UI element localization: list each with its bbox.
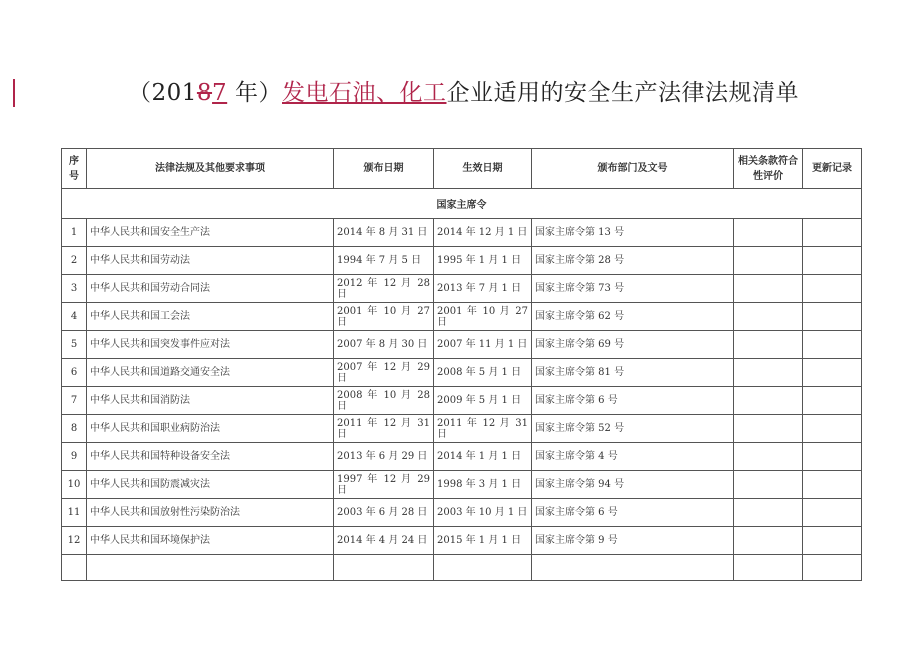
cell-effective: 1995 年 1 月 1 日 [434,247,532,275]
cell-name: 中华人民共和国放射性污染防治法 [87,499,334,527]
cell-issued: 2014 年 8 月 31 日 [334,219,434,247]
cell-issued: 2001 年 10 月 27 日 [334,303,434,331]
cell-dept: 国家主席令第 6 号 [532,387,734,415]
cell-seq: 1 [62,219,87,247]
group-row [62,189,862,219]
cell-issued: 1994 年 7 月 5 日 [334,247,434,275]
revision-margin-mark [13,79,15,107]
cell-update [803,499,862,527]
title-year-suffix: 年） [227,80,282,106]
empty-cell [334,555,434,581]
cell-effective: 2015 年 1 月 1 日 [434,527,532,555]
cell-effective: 2001 年 10 月 27 日 [434,303,532,331]
cell-update [803,387,862,415]
empty-cell [87,555,334,581]
cell-dept: 国家主席令第 73 号 [532,275,734,303]
cell-update [803,219,862,247]
table-row [62,275,862,303]
cell-name: 中华人民共和国安全生产法 [87,219,334,247]
cell-dept: 国家主席令第 62 号 [532,303,734,331]
cell-seq: 10 [62,471,87,499]
table-row [62,499,862,527]
table-row [62,415,862,443]
table-row [62,443,862,471]
empty-cell [803,555,862,581]
cell-name: 中华人民共和国消防法 [87,387,334,415]
empty-cell [734,555,803,581]
cell-effective: 2009 年 5 月 1 日 [434,387,532,415]
document-title [128,76,799,110]
cell-dept: 国家主席令第 52 号 [532,415,734,443]
cell-update [803,443,862,471]
cell-name: 中华人民共和国特种设备安全法 [87,443,334,471]
cell-compliance [734,359,803,387]
cell-dept: 国家主席令第 4 号 [532,443,734,471]
cell-name: 中华人民共和国防震减灾法 [87,471,334,499]
cell-update [803,359,862,387]
table-row [62,387,862,415]
cell-seq: 12 [62,527,87,555]
cell-seq: 9 [62,443,87,471]
cell-name: 中华人民共和国环境保护法 [87,527,334,555]
cell-dept: 国家主席令第 9 号 [532,527,734,555]
cell-issued: 2003 年 6 月 28 日 [334,499,434,527]
header-name: 法律法规及其他要求事项 [87,149,334,189]
cell-update [803,471,862,499]
empty-cell [532,555,734,581]
cell-name: 中华人民共和国突发事件应对法 [87,331,334,359]
cell-update [803,303,862,331]
header-dept: 颁布部门及文号 [532,149,734,189]
cell-effective: 2013 年 7 月 1 日 [434,275,532,303]
title-industry-revision: 发电石油、化工 [282,80,447,106]
cell-issued: 2007 年 12 月 29 日 [334,359,434,387]
title-rest: 企业适用的安全生产法律法规清单 [446,80,799,106]
header-seq: 序号 [62,149,87,189]
cell-name: 中华人民共和国劳动法 [87,247,334,275]
cell-update [803,331,862,359]
cell-issued: 2014 年 4 月 24 日 [334,527,434,555]
cell-dept: 国家主席令第 94 号 [532,471,734,499]
cell-effective: 2003 年 10 月 1 日 [434,499,532,527]
cell-issued: 2008 年 10 月 28 日 [334,387,434,415]
cell-effective: 2008 年 5 月 1 日 [434,359,532,387]
cell-seq: 7 [62,387,87,415]
table-row [62,359,862,387]
header-update: 更新记录 [803,149,862,189]
cell-compliance [734,443,803,471]
cell-compliance [734,303,803,331]
title-year-prefix: （201 [128,80,197,106]
header-issued: 颁布日期 [334,149,434,189]
cell-compliance [734,247,803,275]
cell-effective: 2011 年 12 月 31 日 [434,415,532,443]
cell-dept: 国家主席令第 28 号 [532,247,734,275]
cell-name: 中华人民共和国工会法 [87,303,334,331]
cell-issued: 2012 年 12 月 28 日 [334,275,434,303]
group-label: 国家主席令 [62,189,862,219]
cell-update [803,527,862,555]
cell-issued: 2013 年 6 月 29 日 [334,443,434,471]
cell-compliance [734,527,803,555]
cell-dept: 国家主席令第 81 号 [532,359,734,387]
cell-compliance [734,219,803,247]
table-row [62,303,862,331]
cell-compliance [734,387,803,415]
cell-compliance [734,471,803,499]
cell-dept: 国家主席令第 69 号 [532,331,734,359]
table-row [62,219,862,247]
cell-compliance [734,275,803,303]
title-inserted-digit: 7 [212,80,228,106]
table-header-row [62,149,862,189]
header-effective: 生效日期 [434,149,532,189]
table-row [62,527,862,555]
cell-effective: 2007 年 11 月 1 日 [434,331,532,359]
cell-compliance [734,331,803,359]
cell-name: 中华人民共和国道路交通安全法 [87,359,334,387]
cell-effective: 2014 年 1 月 1 日 [434,443,532,471]
cell-effective: 2014 年 12 月 1 日 [434,219,532,247]
empty-cell [62,555,87,581]
cell-name: 中华人民共和国劳动合同法 [87,275,334,303]
cell-dept: 国家主席令第 6 号 [532,499,734,527]
cell-issued: 2011 年 12 月 31 日 [334,415,434,443]
empty-row [62,555,862,581]
cell-seq: 6 [62,359,87,387]
cell-seq: 8 [62,415,87,443]
cell-issued: 1997 年 12 月 29 日 [334,471,434,499]
header-compliance: 相关条款符合性评价 [734,149,803,189]
cell-seq: 11 [62,499,87,527]
cell-seq: 5 [62,331,87,359]
title-struck-digit: 8 [196,80,213,106]
table-row [62,247,862,275]
law-list-table [61,148,862,581]
cell-dept: 国家主席令第 13 号 [532,219,734,247]
cell-update [803,275,862,303]
cell-update [803,415,862,443]
cell-compliance [734,499,803,527]
empty-cell [434,555,532,581]
cell-seq: 4 [62,303,87,331]
cell-seq: 2 [62,247,87,275]
cell-issued: 2007 年 8 月 30 日 [334,331,434,359]
cell-effective: 1998 年 3 月 1 日 [434,471,532,499]
cell-compliance [734,415,803,443]
table-row [62,331,862,359]
cell-seq: 3 [62,275,87,303]
table-row [62,471,862,499]
cell-name: 中华人民共和国职业病防治法 [87,415,334,443]
cell-update [803,247,862,275]
